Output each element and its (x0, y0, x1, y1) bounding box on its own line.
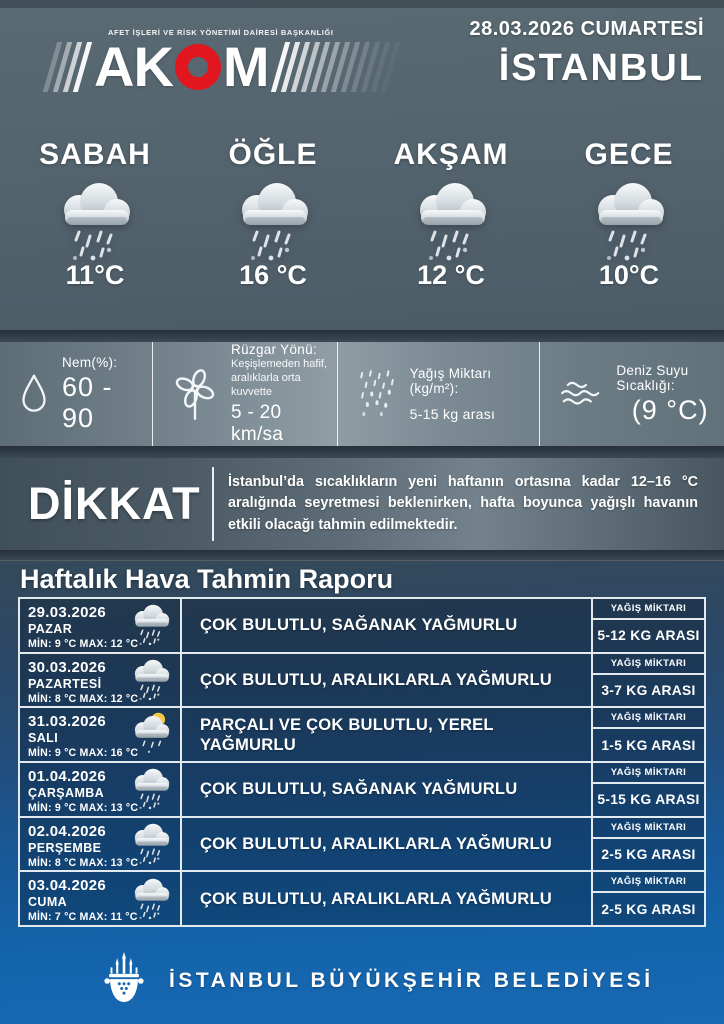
footer (0, 927, 724, 1024)
akom-letters-ak: AK (94, 35, 173, 98)
alert-title: DİKKAT (28, 478, 201, 529)
humidity-cell (0, 342, 152, 446)
row-day: PERŞEMBE (28, 840, 102, 855)
period-ogle (184, 138, 362, 330)
rain-cloud-icon (221, 170, 325, 266)
period-temp: 16 °C (239, 260, 307, 290)
amount-cell (591, 654, 704, 707)
row-date: 30.03.2026 (28, 658, 107, 676)
logo-stripes-left-icon (43, 42, 92, 92)
humidity-label: Nem(%): (62, 354, 118, 370)
date-cell (20, 654, 182, 707)
row-day: ÇARŞAMBA (28, 786, 105, 801)
forecast-text: ÇOK BULUTLU, ARALIKLARLA YAĞMURLU (200, 670, 552, 689)
logo-stripes-right-icon (270, 42, 399, 92)
forecast-text: ÇOK BULUTLU, ARALIKLARLA YAĞMURLU (200, 834, 552, 854)
date-cell (20, 763, 182, 816)
period-label: AKŞAM (393, 138, 509, 171)
alert-text: İstanbul’da sıcaklıkların yeni haftanın ortasına kadar 12–16 °C aralığında seyretmesi beklenirken, hafta boyunca yağışlı havanın etkili olacağı tahmin edilmektedir. (228, 473, 698, 533)
table-row (20, 599, 704, 652)
pinwheel-icon (171, 366, 219, 422)
row-minmax: MİN: 9 °C MAX: 12 °C (28, 638, 139, 650)
row-day: SALI (28, 731, 59, 746)
forecast-text: ÇOK BULUTLU, ARALIKLARLA YAĞMURLU (200, 888, 552, 908)
rain-cloud-icon (43, 170, 147, 266)
amount-header: YAĞIŞ MİKTARI (593, 708, 704, 729)
wind-label: Rüzgar Yönü: (231, 342, 317, 358)
date-cell (20, 872, 182, 925)
row-date: 01.04.2026 (28, 768, 107, 786)
row-date: 03.04.2026 (28, 877, 107, 895)
period-label: GECE (584, 138, 674, 171)
rain-cloud-icon (124, 872, 178, 922)
row-minmax: MİN: 8 °C MAX: 12 °C (28, 692, 139, 705)
row-day: CUMA (28, 895, 68, 910)
wind-description: Keşişlemeden hafif, aralıklarla orta kuvvette (231, 358, 328, 398)
period-temp: 12 °C (417, 260, 485, 290)
raindrops-icon (356, 369, 398, 419)
akom-red-o-icon (175, 44, 221, 90)
divider-bar (0, 330, 724, 342)
akom-logo-row (50, 35, 393, 98)
date-cell (20, 599, 182, 652)
date-cell (20, 708, 182, 761)
sea-temp-label: Deniz Suyu Sıcaklığı: (616, 362, 689, 393)
row-date: 29.03.2026 (28, 604, 107, 621)
sea-temp-cell (539, 342, 724, 446)
amount-header: YAĞIŞ MİKTARI (593, 654, 704, 675)
forecast-text: PARÇALI VE ÇOK BULUTLU, YEREL YAĞMURLU (200, 714, 494, 754)
water-drop-icon (18, 373, 50, 415)
row-date: 02.04.2026 (28, 822, 107, 840)
table-row (20, 706, 704, 761)
period-label: ÖĞLE (228, 138, 318, 171)
alert-section (0, 458, 724, 550)
period-temp: 10°C (598, 260, 660, 290)
humidity-value: 60 - 90 (62, 371, 113, 433)
akom-wordmark (94, 35, 269, 98)
precipitation-value: 5-15 kg arası (409, 406, 496, 422)
weekly-title: Haftalık Hava Tahmin Raporu (20, 563, 394, 594)
alert-divider (212, 467, 214, 541)
rain-cloud-icon (124, 817, 178, 867)
city-name: İSTANBUL (498, 47, 704, 89)
row-minmax: MİN: 7 °C MAX: 11 °C (28, 911, 138, 924)
date-cell (20, 818, 182, 871)
table-row (20, 816, 704, 871)
waves-icon (558, 379, 604, 409)
amount-cell (591, 872, 704, 925)
header-right (469, 18, 704, 90)
weekly-forecast-table (18, 597, 706, 927)
wind-cell (152, 342, 337, 446)
amount-value: 2-5 KG ARASI (601, 847, 696, 863)
ibb-emblem-icon (96, 952, 152, 1010)
amount-value: 3-7 KG ARASI (601, 683, 696, 698)
precipitation-label: Yağış Miktarı (kg/m²): (409, 366, 492, 396)
amount-cell (591, 708, 704, 761)
period-label: SABAH (39, 138, 151, 171)
wind-value: 5 - 20 km/sa (231, 401, 284, 445)
divider-bar (0, 550, 724, 561)
rain-cloud-icon (124, 653, 178, 703)
akom-letter-m: M (222, 35, 269, 98)
row-minmax: MİN: 9 °C MAX: 16 °C (28, 747, 139, 760)
agency-name: AFET İŞLERİ VE RİSK YÖNETİMİ DAİRESİ BAŞKANLIĞI (108, 28, 334, 37)
divider-bar (0, 446, 724, 458)
rain-cloud-icon (399, 170, 503, 266)
amount-header: YAĞIŞ MİKTARI (593, 763, 704, 784)
amount-header: YAĞIŞ MİKTARI (593, 599, 704, 620)
amount-cell (591, 763, 704, 816)
period-sabah (6, 138, 184, 330)
forecast-text: ÇOK BULUTLU, SAĞANAK YAĞMURLU (200, 779, 518, 799)
rain-cloud-icon (124, 598, 178, 648)
table-row (20, 652, 704, 707)
table-row (20, 761, 704, 816)
row-day: PAZAR (28, 622, 73, 636)
row-minmax: MİN: 9 °C MAX: 13 °C (28, 802, 139, 815)
period-gece (540, 138, 718, 330)
sun-rain-cloud-icon (124, 708, 178, 758)
rain-cloud-icon (577, 170, 681, 266)
precipitation-cell (337, 342, 540, 446)
amount-cell (591, 599, 704, 652)
amount-header: YAĞIŞ MİKTARI (593, 872, 704, 893)
amount-cell (591, 818, 704, 871)
header (0, 0, 724, 128)
row-date: 31.03.2026 (28, 713, 107, 731)
rain-cloud-icon (124, 762, 178, 812)
akom-logo (50, 28, 393, 98)
period-temp: 11°C (65, 260, 125, 290)
day-periods (0, 128, 724, 330)
sea-temp-value: (9 °C) (631, 394, 709, 425)
amount-value: 5-12 KG ARASI (597, 628, 700, 644)
forecast-text: ÇOK BULUTLU, SAĞANAK YAĞMURLU (200, 615, 518, 635)
row-day: PAZARTESİ (28, 676, 102, 691)
amount-value: 5-15 KG ARASI (597, 792, 700, 808)
amount-value: 1-5 KG ARASI (601, 737, 696, 753)
report-date: 28.03.2026 CUMARTESİ (469, 18, 704, 40)
table-row (20, 870, 704, 925)
amount-value: 2-5 KG ARASI (601, 901, 696, 917)
amount-header: YAĞIŞ MİKTARI (593, 818, 704, 839)
period-aksam (362, 138, 540, 330)
row-minmax: MİN: 8 °C MAX: 13 °C (28, 856, 139, 869)
conditions-bar (0, 342, 724, 446)
municipality-name: İSTANBUL BÜYÜKŞEHİR BELEDİYESİ (169, 969, 654, 992)
